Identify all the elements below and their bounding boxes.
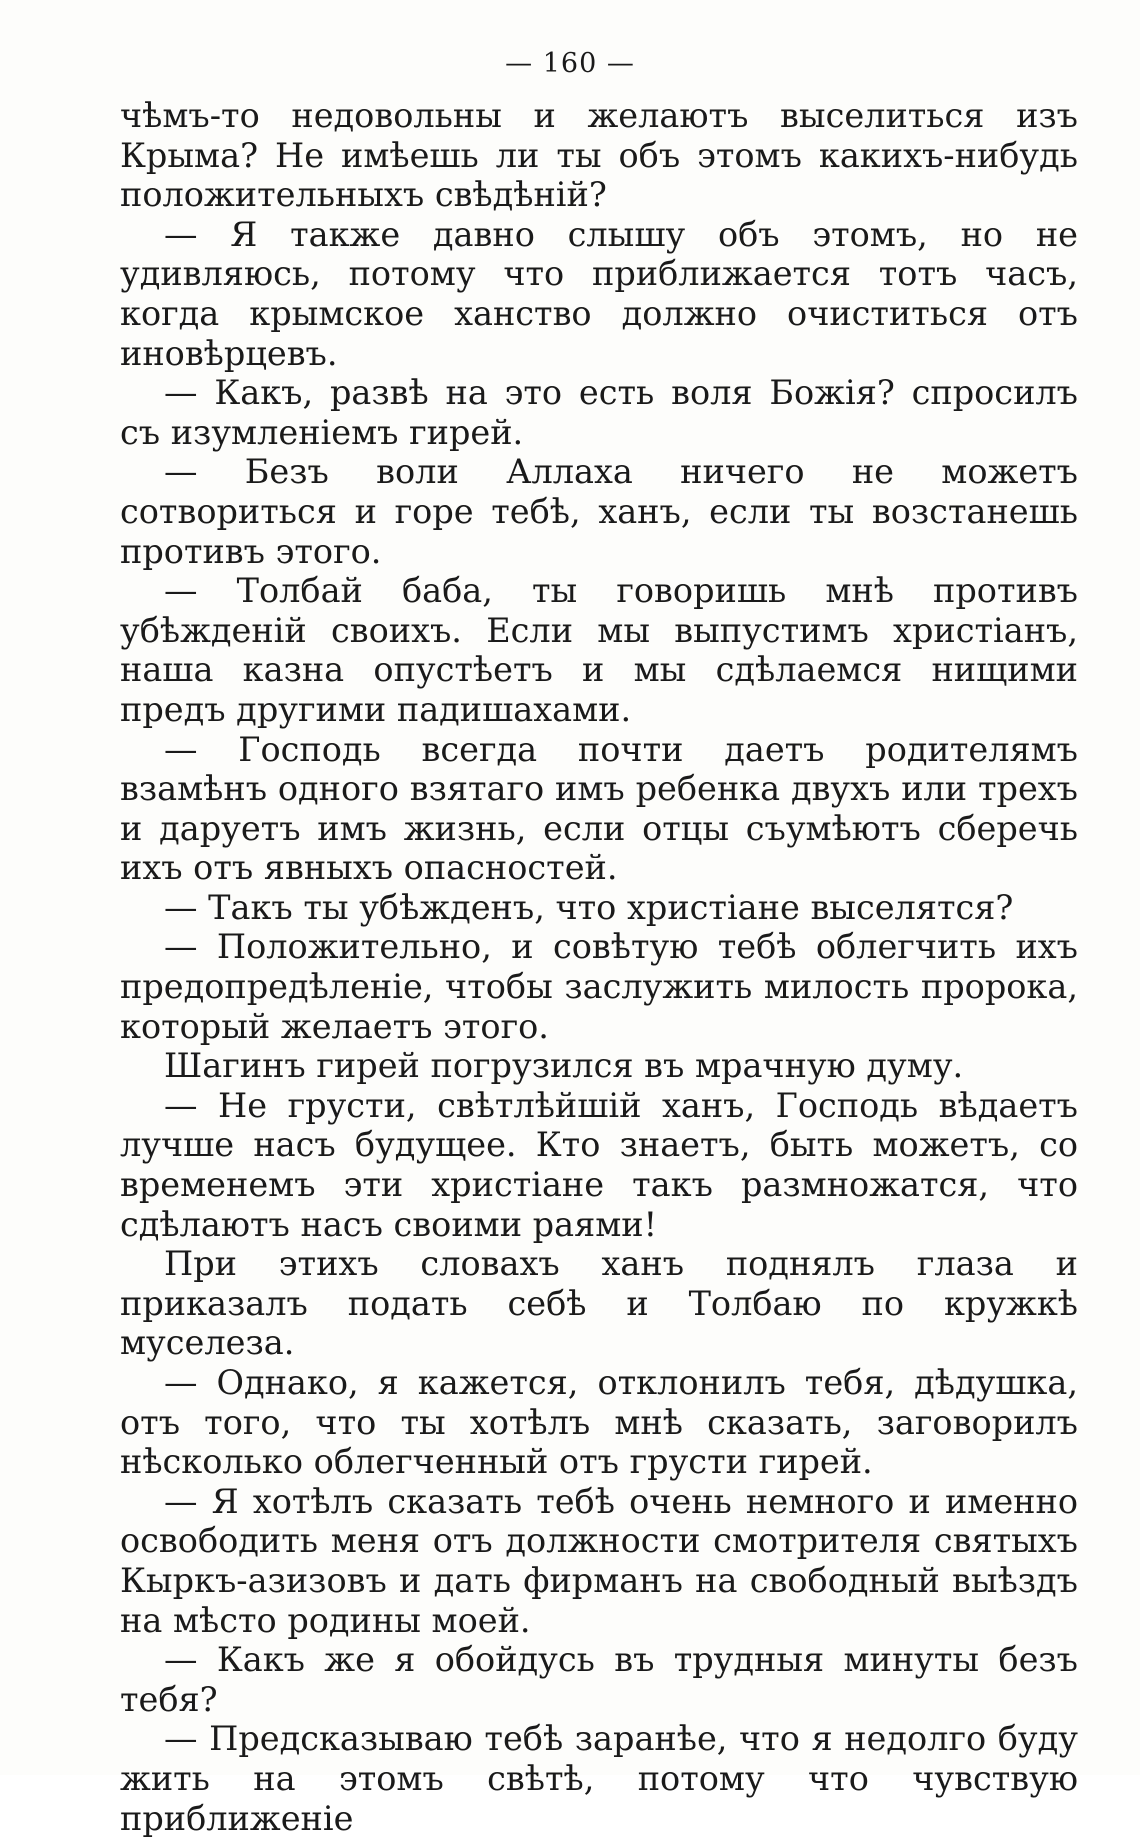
paragraph: — Не грусти, свѣтлѣйшій ханъ, Господь вѣдаетъ лучше насъ будущее. Кто знаетъ, быть можетъ, со временемъ эти христіане такъ размножатся, что сдѣлаютъ насъ своими раями! — [120, 1085, 1078, 1244]
paragraph: — Какъ же я обойдусь въ трудныя минуты безъ тебя? — [120, 1640, 1078, 1719]
paragraph: — Я также давно слышу объ этомъ, но не удивляюсь, потому что приближается тотъ часъ, когда крымское ханство должно очиститься отъ иновѣрцевъ. — [120, 214, 1078, 373]
paragraph: — Предсказываю тебѣ заранѣе, что я недолго буду жить на этомъ свѣтѣ, потому что чувствую приближеніе — [120, 1719, 1078, 1838]
paragraph: — Безъ воли Аллаха ничего не можетъ сотвориться и горе тебѣ, ханъ, если ты возстанешь противъ этого. — [120, 452, 1078, 571]
paragraph: — Однако, я кажется, отклонилъ тебя, дѣдушка, отъ того, что ты хотѣлъ мнѣ сказать, заговорилъ нѣсколько облегченный отъ грусти гирей. — [120, 1363, 1078, 1482]
paragraph: — Я хотѣлъ сказать тебѣ очень немного и именно освободить меня отъ должности смотрителя святыхъ Кыркъ-азизовъ и дать фирманъ на свободный выѣздъ на мѣсто родины моей. — [120, 1481, 1078, 1640]
paragraph: чѣмъ-то недовольны и желаютъ выселиться изъ Крыма? Не имѣешь ли ты объ этомъ какихъ-нибудь положительныхъ свѣдѣній? — [120, 96, 1078, 215]
paragraph: — Господь всегда почти даетъ родителямъ взамѣнъ одного взятаго имъ ребенка двухъ или трехъ и даруетъ имъ жизнь, если отцы съумѣютъ сберечь ихъ отъ явныхъ опасностей. — [120, 729, 1078, 888]
page-number: — 160 — — [505, 48, 635, 79]
paragraph: — Положительно, и совѣтую тебѣ облегчить ихъ предопредѣленіе, чтобы заслужить милость пророка, который желаетъ этого. — [120, 927, 1078, 1046]
paragraph: — Какъ, развѣ на это есть воля Божія? спросилъ съ изумленіемъ гирей. — [120, 373, 1078, 452]
paragraph: — Такъ ты убѣжденъ, что христіане выселятся? — [164, 887, 1014, 927]
paragraph: Шагинъ гирей погрузился въ мрачную думу. — [164, 1046, 964, 1086]
paragraph: При этихъ словахъ ханъ поднялъ глаза и приказалъ подать себѣ и Толбаю по кружкѣ муселеза. — [120, 1244, 1078, 1363]
paragraph: — Толбай баба, ты говоришь мнѣ противъ убѣжденій своихъ. Если мы выпустимъ христіанъ, наша казна опустѣетъ и мы сдѣлаемся нищими предъ другими падишахами. — [120, 571, 1078, 729]
text-body — [120, 96, 1078, 1838]
